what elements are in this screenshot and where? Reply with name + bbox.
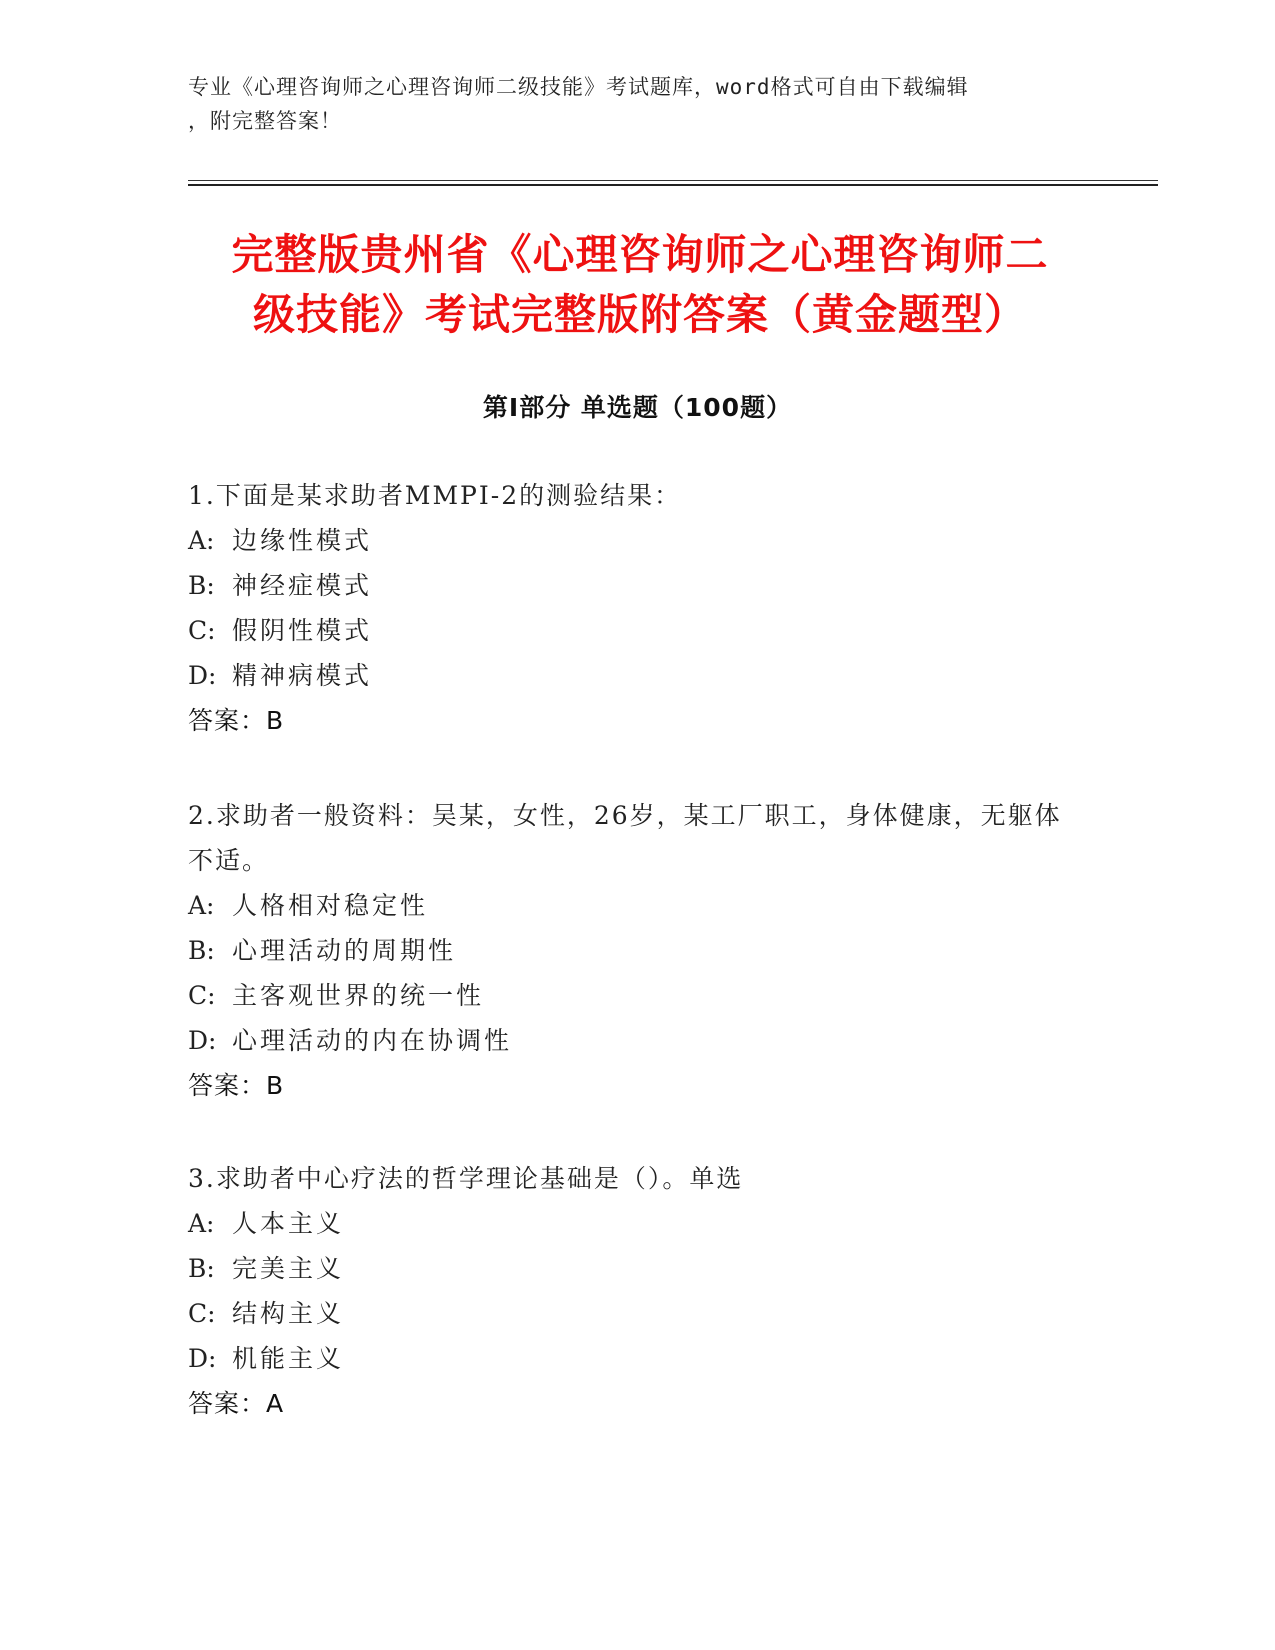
answer-line: 答案：A: [188, 1389, 285, 1418]
intro-line-1: 专业《心理咨询师之心理咨询师二级技能》考试题库，word格式可自由下载编辑: [188, 75, 969, 99]
title-line-2: 级技能》考试完整版附答案（黄金题型）: [252, 290, 1027, 339]
option-letter: A:: [188, 526, 215, 555]
option-b: [188, 563, 1088, 608]
option-letter: C:: [188, 616, 216, 645]
option-text: 人格相对稳定性: [232, 891, 429, 920]
option-text: 主客观世界的统一性: [232, 981, 485, 1010]
option-d: [188, 653, 1088, 698]
option-text: 机能主义: [232, 1344, 345, 1373]
option-letter: C:: [188, 1299, 216, 1328]
option-c: [188, 608, 1088, 653]
option-text: 假阴性模式: [232, 616, 373, 645]
intro-line-2: ，附完整答案！: [188, 109, 342, 133]
option-text: 神经症模式: [232, 571, 373, 600]
option-letter: D:: [188, 661, 217, 690]
option-a: [188, 883, 1088, 928]
option-text: 人本主义: [232, 1209, 345, 1238]
option-letter: B:: [188, 936, 215, 965]
option-letter: C:: [188, 981, 216, 1010]
option-text: 边缘性模式: [232, 526, 373, 555]
option-d: [188, 1336, 1088, 1381]
option-text: 结构主义: [232, 1299, 345, 1328]
document-title: [190, 225, 1090, 345]
option-b: [188, 928, 1088, 973]
option-text: 心理活动的内在协调性: [232, 1026, 513, 1055]
option-b: [188, 1246, 1088, 1291]
option-letter: B:: [188, 1254, 215, 1283]
option-c: [188, 1291, 1088, 1336]
header-divider-thick: [188, 184, 1158, 186]
option-letter: A:: [188, 1209, 215, 1238]
question-2: [188, 793, 1088, 1108]
question-stem: 3.求助者中心疗法的哲学理论基础是（）。单选: [188, 1164, 744, 1193]
option-d: [188, 1018, 1088, 1063]
option-letter: D:: [188, 1026, 217, 1055]
question-3: [188, 1156, 1088, 1426]
answer-line: 答案：B: [188, 1071, 285, 1100]
option-a: [188, 518, 1088, 563]
answer-line: 答案：B: [188, 706, 285, 735]
option-a: [188, 1201, 1088, 1246]
option-letter: A:: [188, 891, 215, 920]
option-text: 完美主义: [232, 1254, 345, 1283]
header-divider-thin: [188, 180, 1158, 181]
option-text: 心理活动的周期性: [232, 936, 457, 965]
section-heading: 第Ⅰ部分 单选题（100题）: [482, 393, 793, 422]
title-line-1: 完整版贵州省《心理咨询师之心理咨询师二: [231, 230, 1049, 279]
option-letter: D:: [188, 1344, 217, 1373]
option-c: [188, 973, 1088, 1018]
option-letter: B:: [188, 571, 215, 600]
question-stem: 2.求助者一般资料：吴某，女性，26岁，某工厂职工，身体健康，无躯体不适。: [188, 801, 1062, 875]
option-text: 精神病模式: [232, 661, 373, 690]
header-intro: [188, 70, 1088, 138]
question-stem: 1.下面是某求助者MMPI-2的测验结果：: [188, 481, 682, 510]
question-1: [188, 473, 1088, 743]
